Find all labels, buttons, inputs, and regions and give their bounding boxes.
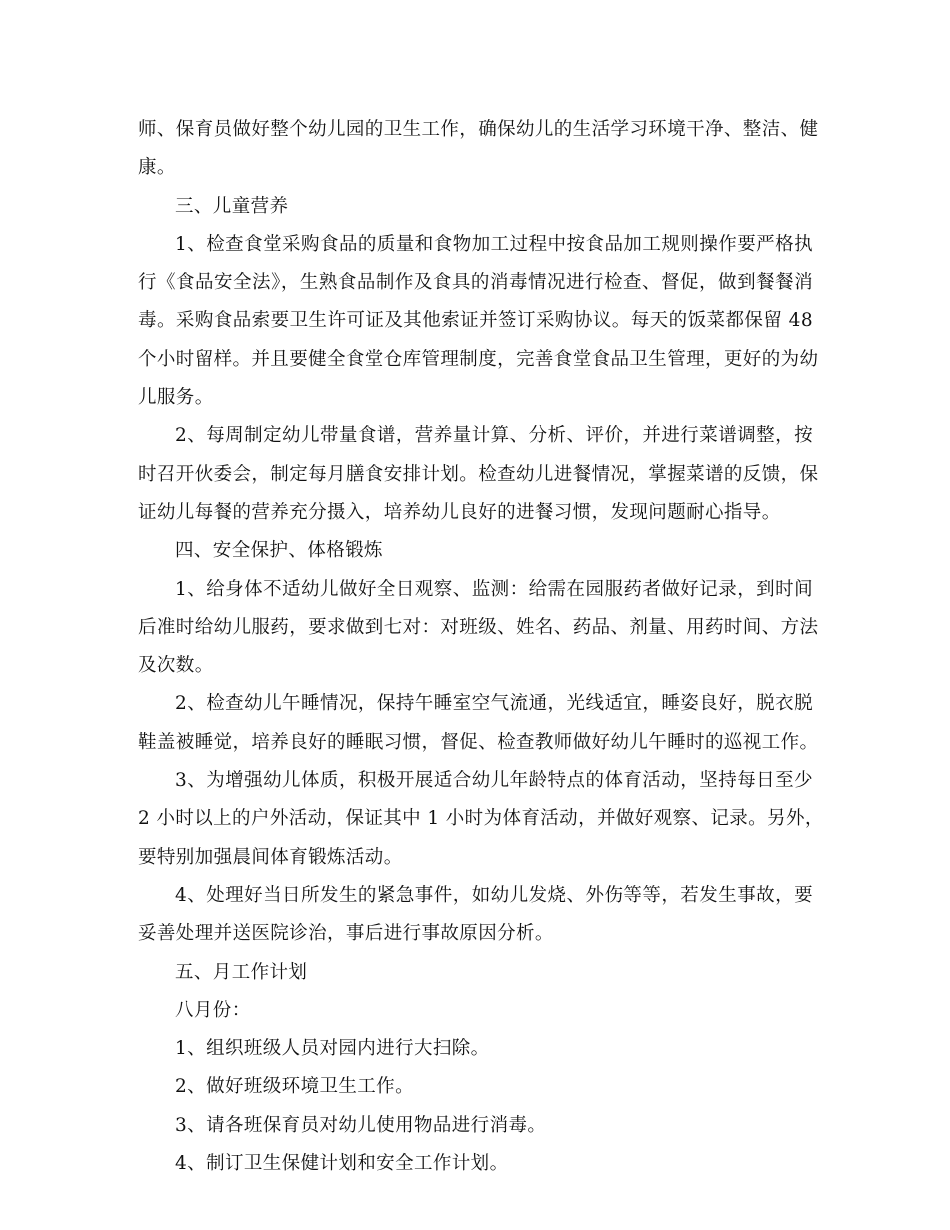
document-page <box>138 111 824 1183</box>
paragraph-line: 及次数。 <box>138 655 214 677</box>
section-heading-nutrition: 三、儿童营养 <box>175 195 289 217</box>
paragraph-line: 后准时给幼儿服药，要求做到七对：对班级、姓名、药品、剂量、用药时间、方法 <box>138 616 819 638</box>
month-heading: 八月份： <box>175 999 251 1021</box>
paragraph-line: 行《食品安全法》，生熟食品制作及食具的消毒情况进行检查、督促，做到餐餐消 <box>138 272 813 294</box>
paragraph-line: 鞋盖被睡觉，培养良好的睡眠习惯，督促、检查教师做好幼儿午睡时的巡视工作。 <box>138 731 819 753</box>
list-item: 3、请各班保育员对幼儿使用物品进行消毒。 <box>175 1114 547 1136</box>
paragraph-line: 1、检查食堂采购食品的质量和食物加工过程中按食品加工规则操作要严格执 <box>175 233 813 255</box>
list-item: 2、做好班级环境卫生工作。 <box>175 1076 414 1098</box>
paragraph-line: 3、为增强幼儿体质，积极开展适合幼儿年龄特点的体育活动，坚持每日至少 <box>175 770 813 792</box>
paragraph-line: 证幼儿每餐的营养充分摄入，培养幼儿良好的进餐习惯，发现问题耐心指导。 <box>138 501 781 523</box>
list-item: 4、制订卫生保健计划和安全工作计划。 <box>175 1153 509 1175</box>
paragraph-line: 要特别加强晨间体育锻炼活动。 <box>138 846 403 868</box>
paragraph-line: 时召开伙委会，制定每月膳食安排计划。检查幼儿进餐情况，掌握菜谱的反馈，保 <box>138 463 819 485</box>
paragraph-line: 师、保育员做好整个幼儿园的卫生工作，确保幼儿的生活学习环境干净、整洁、健 <box>138 119 819 140</box>
section-heading-safety: 四、安全保护、体格锻炼 <box>175 540 383 562</box>
paragraph-line: 儿服务。 <box>138 387 214 409</box>
paragraph-line: 康。 <box>138 157 176 179</box>
list-item: 1、组织班级人员对园内进行大扫除。 <box>175 1038 490 1060</box>
paragraph-line: 2 小时以上的户外活动，保证其中 1 小时为体育活动，并做好观察、记录。另外， <box>138 808 824 830</box>
paragraph-line: 个小时留样。并且要健全食堂仓库管理制度，完善食堂食品卫生管理，更好的为幼 <box>138 348 819 370</box>
paragraph-line: 2、每周制定幼儿带量食谱，营养量计算、分析、评价，并进行菜谱调整，按 <box>175 425 813 447</box>
paragraph-line: 毒。采购食品索要卫生许可证及其他索证并签订采购协议。每天的饭菜都保留 48 <box>138 310 813 332</box>
section-heading-monthly-plan: 五、月工作计划 <box>175 961 308 983</box>
paragraph-line: 2、检查幼儿午睡情况，保持午睡室空气流通，光线适宜，睡姿良好，脱衣脱 <box>175 693 813 715</box>
paragraph-line: 4、处理好当日所发生的紧急事件，如幼儿发烧、外伤等等，若发生事故，要 <box>175 884 813 906</box>
paragraph-line: 妥善处理并送医院诊治，事后进行事故原因分析。 <box>138 923 554 945</box>
paragraph-line: 1、给身体不适幼儿做好全日观察、监测：给需在园服药者做好记录，到时间 <box>175 578 813 600</box>
